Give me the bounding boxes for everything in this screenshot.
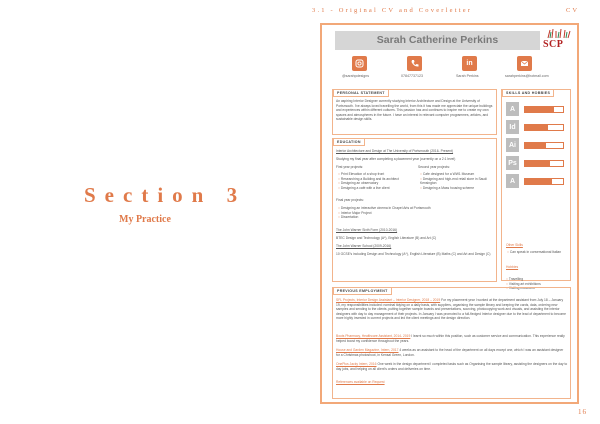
logo-text: SCP — [543, 39, 564, 50]
skill-bar — [524, 142, 564, 149]
page-header-label: CV — [566, 7, 580, 14]
second-year-list — [420, 172, 495, 190]
first-year-label: First year projects: — [336, 165, 364, 169]
list-item: ○ Can speak in conversational Italian — [507, 250, 567, 255]
other-skills-label: Other Skills — [506, 243, 523, 247]
education-heading: EDUCATION — [333, 138, 365, 146]
skill-bar-fill — [525, 125, 548, 130]
instagram-icon[interactable] — [352, 56, 367, 71]
illustrator-icon: Ai — [506, 138, 519, 152]
section-subtitle: My Practice — [119, 214, 171, 225]
employment-box — [332, 287, 571, 399]
school-title: The John Warner School (2009-2016) — [336, 244, 392, 248]
employment-text: One week in the design department I completed tasks such as Organising the sample library, assisting the designers on the day to day jobs, and helping on all client's orders and deliveries on time. — [336, 362, 568, 371]
employment-title: OnePlus Jacky Intern, 2016 — [336, 362, 377, 366]
employment-text: For my placement year I worked at the department assistant from July 18 – January 19, my responsibilities included: nominal tidying on a daily basis, with suppliers, organising the sample library and keeping the cards, data, ordering new samples and sending to the clients, putting together sample boards and presentations, sourcing, photocopying work and visuals, and assisting the interior designers with day to day management of their projects. In January I was promoted to a full-fledged Interior designer due to the lead of department to become more highly invested in current projects and led the client meetings and the design direction. — [336, 298, 566, 321]
references-note: References available on Request — [336, 380, 385, 384]
other-skills-list — [507, 250, 567, 255]
instagram-handle[interactable]: @sarahpdesigns — [342, 74, 370, 78]
personal-statement-heading: PERSONAL STATEMENT — [333, 89, 389, 97]
linkedin-icon[interactable]: in — [462, 56, 477, 71]
page-number: 16 — [578, 408, 587, 416]
list-item: ○ Dissertation — [338, 215, 493, 220]
list-item: ○ Travelling — [506, 277, 566, 282]
skills-box — [501, 89, 571, 281]
list-item: ○ Designing a café with a live client — [338, 186, 416, 191]
list-item: ○ Cafe designed for a WW1 Museum — [420, 172, 495, 177]
education-note: Studying my final year after completing a placement year (currently on a 2:1 level) — [336, 157, 456, 161]
employment-entry-2 — [336, 334, 568, 343]
final-year-label: Final year projects: — [336, 198, 364, 202]
page-header-title: 3.1 - Original CV and Coverletter — [312, 7, 473, 14]
employment-entry-4 — [336, 362, 568, 371]
skills-heading: SKILLS AND HOBBIES — [502, 89, 554, 97]
linkedin-name[interactable]: Sarah Perkins — [456, 74, 479, 78]
skill-bar-fill — [525, 179, 552, 184]
email-icon[interactable] — [517, 56, 532, 71]
list-item: ○ Designing a Mass housing scheme — [420, 186, 495, 191]
skill-bar-fill — [525, 143, 546, 148]
contact-icons — [336, 56, 560, 72]
education-box — [332, 138, 497, 282]
school-detail: 10 GCSE's including Design and Technology (A*), English Literature (B) Maths (C) and Art and Design (C) — [336, 252, 491, 256]
skill-bar — [524, 106, 564, 113]
personal-statement-text: An aspiring Interior Designer currently studying Interior Architecture and Design at the University of Portsmouth. I've always loved travelling the world, from this it has made me appreciate the unique buildings and experiences within different cultures. This passion has and continues to inspire me to create my own spaces and atmospheres in the future. I have an interest in relevant computer programmes, articles, and sustainable design skills. — [336, 99, 493, 122]
list-item: ○ Designing an observatory — [338, 181, 416, 186]
final-year-list — [338, 206, 493, 220]
acrobat-icon: A — [506, 102, 519, 116]
first-year-list — [338, 172, 416, 190]
autocad-icon: A — [506, 174, 519, 188]
email-address[interactable]: sarahperkins@hotmail.com — [505, 74, 549, 78]
phone-icon[interactable] — [407, 56, 422, 71]
photoshop-icon: Ps — [506, 156, 519, 170]
cv-name: Sarah Catherine Perkins — [376, 34, 499, 46]
list-item: ○ Designing an interactive cinema in Chapel Arts at Portsmouth — [338, 206, 493, 211]
section-title: Section 3 — [84, 183, 247, 207]
personal-statement-box — [332, 89, 497, 135]
list-item: ○ Researching a Building and its architect — [338, 177, 416, 182]
second-year-label: Second year projects: — [418, 165, 450, 169]
skill-bar-fill — [525, 161, 550, 166]
education-university: Interior Architecture and Design at The University of Portsmouth (2016- Present) — [336, 149, 454, 153]
hobbies-label: Hobbies — [506, 265, 519, 269]
college-title: The John Warner Sixth Form (2010-2016) — [336, 228, 398, 232]
college-detail: BTEC Design and Technology (A*), English Literature (B) and Art (C) — [336, 236, 437, 240]
skill-bar — [524, 160, 564, 167]
phone-number[interactable]: 07847737123 — [401, 74, 423, 78]
list-item: ○ Visiting museums — [506, 286, 566, 291]
employment-heading: PREVIOUS EMPLOYMENT — [333, 287, 392, 295]
scp-logo — [540, 28, 576, 54]
list-item: ○ Print Elevation of a shop front — [338, 172, 416, 177]
list-item: ○ Designing and high-end retail store in Saudi Kensington — [420, 177, 495, 186]
skill-bar-fill — [525, 107, 554, 112]
employment-text: I learnt so much within this position, such as customer service and communication. This experience really helped boost my confidence throughout the years. — [336, 334, 565, 343]
skill-bar — [524, 178, 564, 185]
indesign-icon: Id — [506, 120, 519, 134]
employment-text: 4 weeks as an assistant to the head of the department on all days except one, which I was an assistant designer for a Christmas photoshoot, in Kensal Green, London. — [336, 348, 564, 357]
list-item: ○ Interior Major Project — [338, 211, 493, 216]
employment-entry-1 — [336, 298, 568, 321]
employment-title: Boots Pharmacy, Healthcare Assistant, 2014- 2019 — [336, 334, 411, 338]
list-item: ○ Visiting art exhibitions — [506, 282, 566, 287]
skill-bar — [524, 124, 564, 131]
employment-title: SFL Projects, Interior Design Assistant – Interior Designer, 2018 – 2019 — [336, 298, 441, 302]
cv-document — [320, 23, 579, 404]
employment-entry-3 — [336, 348, 568, 357]
name-banner — [335, 31, 540, 50]
employment-title: House and Garden Magazine, Intern, 2017 — [336, 348, 399, 352]
